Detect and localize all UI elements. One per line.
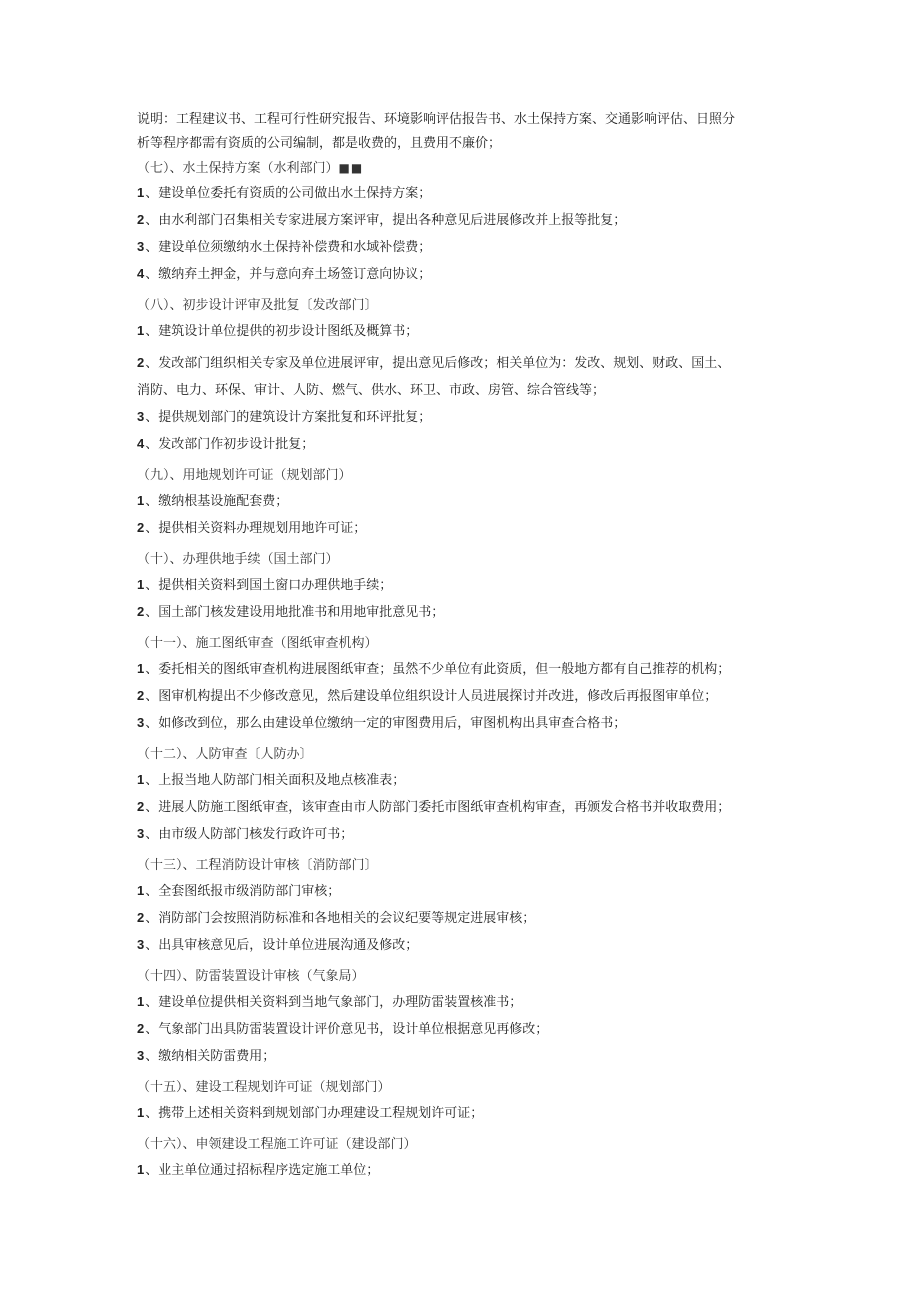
section-14 [137,965,797,1070]
list-item: 1、建设单位委托有资质的公司做出水土保持方案； [137,185,432,201]
list-item: 3、由市级人防部门核发行政许可书； [137,826,354,842]
list-item: 4、缴纳弃土押金，并与意向弃土场签订意向协议； [137,266,432,282]
section-heading: （十三）、工程消防设计审核〔消防部门〕 [137,858,378,873]
document-body [137,108,797,1184]
section-heading: （十四）、防雷装置设计审核（气象局） [137,969,365,984]
list-item: 1、全套图纸报市级消防部门审核； [137,883,341,899]
list-item: 1、缴纳根基设施配套费； [137,493,289,509]
list-item: 1、提供相关资料到国土窗口办理供地手续； [137,577,393,593]
list-item: 1、业主单位通过招标程序选定施工单位； [137,1162,380,1178]
section-heading: （十六）、申领建设工程施工许可证（建设部门） [137,1137,417,1152]
list-item: 3、建设单位须缴纳水土保持补偿费和水域补偿费； [137,239,432,255]
heading-marks: ■■ [338,161,364,175]
list-item: 1、建设单位提供相关资料到当地气象部门，办理防雷装置核准书； [137,994,523,1010]
intro-line: 说明：工程建议书、工程可行性研究报告、环境影响评估报告书、水土保持方案、交通影响评估、日照分 [137,112,736,127]
list-item: 2、气象部门出具防雷装置设计评价意见书，设计单位根据意见再修改； [137,1021,549,1037]
list-item: 2、图审机构提出不少修改意见，然后建设单位组织设计人员进展探讨并改进，修改后再报图审单位； [137,688,718,704]
intro-line: 析等程序都需有资质的公司编制，都是收费的，且费用不廉价； [137,136,502,151]
section-11 [137,632,797,737]
section-10 [137,548,797,626]
list-item: 2、发改部门组织相关专家及单位进展评审，提出意见后修改；相关单位为：发改、规划、财政、国土、 消防、电力、环保、审计、人防、燃气、供水、环卫、市政、房管、综合管线等； [137,355,731,398]
list-item: 3、出具审核意见后，设计单位进展沟通及修改； [137,937,419,953]
intro-paragraph [137,108,797,156]
section-12 [137,743,797,848]
list-item: 2、国土部门核发建设用地批准书和用地审批意见书； [137,604,445,620]
section-15 [137,1076,797,1127]
list-item: 2、提供相关资料办理规划用地许可证； [137,520,367,536]
section-heading: （八）、初步设计评审及批复〔发改部门〕 [137,298,378,313]
list-item: 4、发改部门作初步设计批复； [137,436,315,452]
section-8 [137,294,797,458]
list-item: 1、上报当地人防部门相关面积及地点核准表； [137,772,406,788]
list-item: 2、进展人防施工图纸审查，该审查由市人防部门委托市图纸审查机构审查，再颁发合格书并收取费用； [137,799,731,815]
list-item: 2、消防部门会按照消防标准和各地相关的会议纪要等规定进展审核； [137,910,536,926]
section-13 [137,854,797,959]
list-item: 1、建筑设计单位提供的初步设计图纸及概算书； [137,323,419,339]
section-heading: （十）、办理供地手续（国土部门） [137,552,339,567]
list-item: 3、提供规划部门的建筑设计方案批复和环评批复； [137,409,432,425]
section-heading: （十二）、人防审查〔人防办〕 [137,747,313,762]
list-item: 2、由水利部门召集相关专家进展方案评审，提出各种意见后进展修改并上报等批复； [137,212,627,228]
section-heading: （九）、用地规划许可证（规划部门） [137,468,352,483]
list-item: 1、携带上述相关资料到规划部门办理建设工程规划许可证； [137,1105,484,1121]
list-item: 1、委托相关的图纸审查机构进展图纸审查；虽然不少单位有此资质，但一般地方都有自己推荐的机构； [137,661,731,677]
section-7 [137,156,797,288]
section-9 [137,464,797,542]
section-heading: （十五）、建设工程规划许可证（规划部门） [137,1080,391,1095]
list-item: 3、如修改到位，那么由建设单位缴纳一定的审图费用后，审图机构出具审查合格书； [137,715,627,731]
section-16 [137,1133,797,1184]
section-heading: （十一）、施工图纸审查（图纸审查机构） [137,636,378,651]
list-item: 3、缴纳相关防雷费用； [137,1048,276,1064]
section-heading: （七）、水土保持方案（水利部门）■■ [137,161,364,176]
